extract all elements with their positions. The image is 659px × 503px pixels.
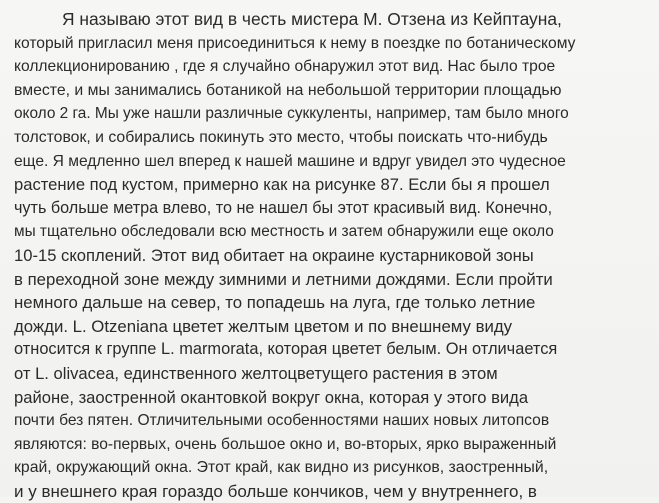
- text-line: еще. Я медленно шел вперед к нашей машине и вдруг увидел это чудесное: [14, 152, 566, 170]
- text-line: край, окружающий окна. Этот край, как видно из рисунков, заостренный,: [14, 459, 549, 477]
- text-line: в переходной зоне между зимними и летними дождями. Если пройти: [14, 269, 553, 289]
- text-line: относится к группе L. marmorata, которая цветет белым. Он отличается: [14, 340, 558, 359]
- text-line: 10-15 скоплений. Этот вид обитает на окраине кустарниковой зоны: [14, 245, 534, 265]
- text-line: толстовок, и собирались покинуть это место, чтобы поискать что-нибудь: [14, 128, 548, 146]
- text-line: чуть больше метра влево, то не нашел бы этот красивый вид. Конечно,: [14, 198, 553, 217]
- text-line: около 2 га. Мы уже нашли различные суккуленты, например, там было много: [14, 105, 569, 123]
- text-line: немного дальше на север, то попадешь на луга, где только летние: [14, 293, 536, 313]
- text-line: дожди. L. Otzeniana цветет желтым цветом и по внешнему виду: [14, 316, 513, 336]
- text-line: районе, заостренной окантовкой вокруг окна, которая у этого вида: [14, 387, 529, 407]
- text-line: от L. olivacea, единственного желтоцветущего растения в этом: [14, 363, 498, 383]
- text-line: являются: во-первых, очень большое окно и, во-вторых, ярко выраженный: [14, 435, 557, 453]
- document-text: [14, 8, 646, 503]
- text-line: Я называю этот вид в честь мистера М. Отзена из Кейптауна,: [62, 9, 562, 29]
- text-line: растение под кустом, примерно как на рисунке 87. Если бы я прошел: [14, 175, 550, 195]
- text-line: вместе, и мы занимались ботаникой на небольшой территории площадью: [14, 81, 562, 99]
- text-line: мы тщательно обследовали всю местность и затем обнаружили еще около: [14, 223, 554, 241]
- text-line: который пригласил меня присоединиться к нему в поездке по ботаническому: [14, 34, 576, 52]
- text-line: и у внешнего края гораздо больше кончиков, чем у внутреннего, в: [14, 481, 537, 501]
- text-line: коллекционированию , где я случайно обнаружил этот вид. Нас было трое: [14, 58, 556, 76]
- text-line: почти без пятен. Отличительными особенностями наших новых литопсов: [14, 412, 550, 430]
